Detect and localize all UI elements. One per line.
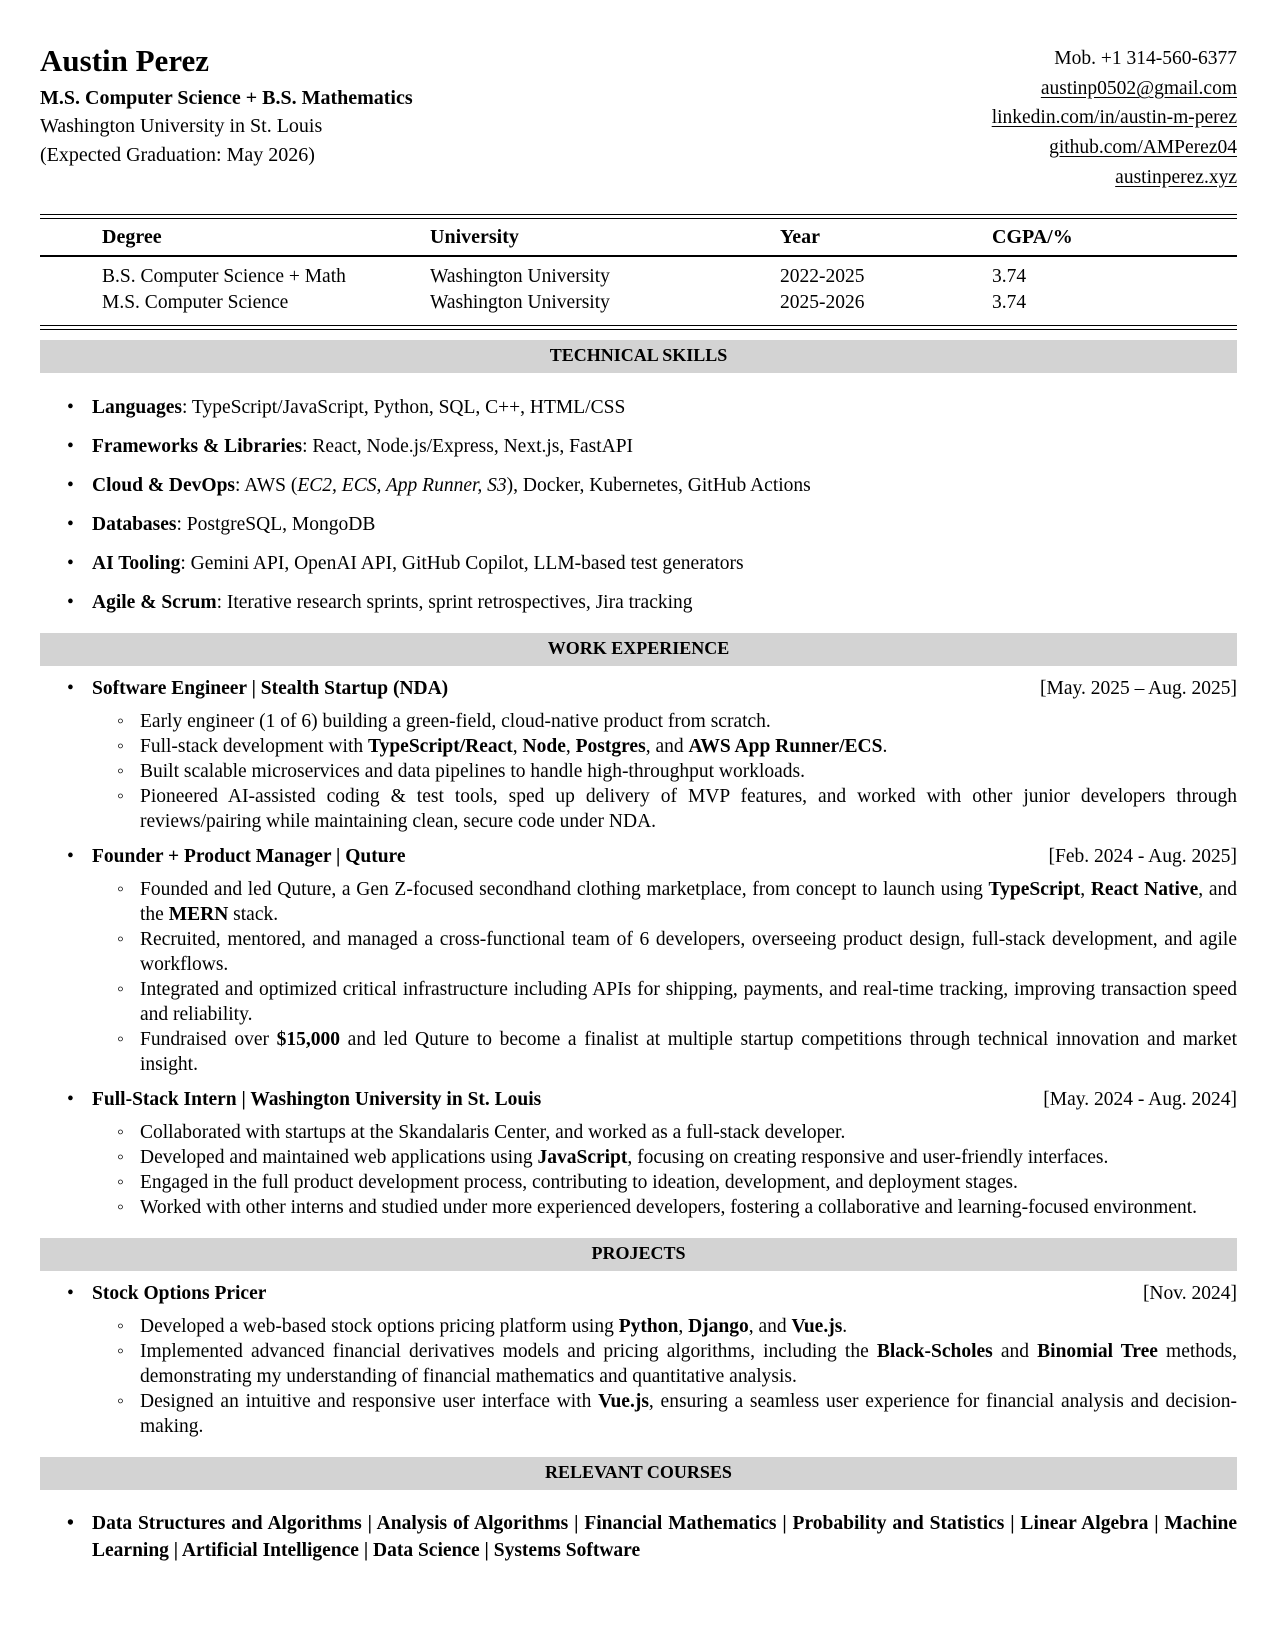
project-title: • Stock Options Pricer: [92, 1283, 267, 1305]
project-bullet: ◦ Implemented advanced financial derivatives models and pricing algorithms, including the Black-Scholes and Binomial Tree methods, demonstrating my understanding of financial mathematics and quantitative analysis.: [40, 1339, 1237, 1389]
skills-list: [40, 395, 1237, 615]
contact-block: [992, 44, 1237, 192]
job-entry: [40, 1087, 1237, 1220]
project-bullet: ◦ Designed an intuitive and responsive user interface with Vue.js, ensuring a seamless user experience for financial analysis and decision-making.: [40, 1389, 1237, 1439]
table-cell: 3.74: [992, 292, 1027, 314]
skill-item: • Databases: PostgreSQL, MongoDB: [40, 512, 1237, 537]
job-bullets: [40, 709, 1237, 834]
table-cell: M.S. Computer Science: [102, 292, 289, 314]
table-row: [40, 290, 1237, 325]
column-header: Degree: [102, 226, 162, 249]
table-cell: Washington University: [430, 292, 610, 314]
projects-list: [40, 1281, 1237, 1439]
skill-item: • Languages: TypeScript/JavaScript, Python, SQL, C++, HTML/CSS: [40, 395, 1237, 420]
job-bullet: ◦ Full-stack development with TypeScript/React, Node, Postgres, and AWS App Runner/ECS.: [40, 734, 1237, 759]
education-table: [40, 214, 1237, 330]
project-bullet: ◦ Developed a web-based stock options pricing platform using Python, Django, and Vue.js.: [40, 1314, 1237, 1339]
job-bullet: ◦ Founded and led Quture, a Gen Z-focused secondhand clothing marketplace, from concept to launch using TypeScript, React Native, and the MERN stack.: [40, 877, 1237, 927]
job-entry: [40, 844, 1237, 1077]
job-entry-header: [40, 1087, 1237, 1112]
table-cell: Washington University: [430, 266, 610, 288]
contact-linkedin-link[interactable]: linkedin.com/in/austin-m-perez: [991, 107, 1237, 129]
project-entry: [40, 1281, 1237, 1439]
header: [40, 44, 1237, 192]
header-degrees: M.S. Computer Science + B.S. Mathematics: [40, 86, 413, 109]
skill-item: • Agile & Scrum: Iterative research sprints, sprint retrospectives, Jira tracking: [40, 590, 1237, 615]
job-bullet: ◦ Engaged in the full product development process, contributing to ideation, development, and deployment stages.: [40, 1170, 1237, 1195]
job-bullet: ◦ Recruited, mentored, and managed a cross-functional team of 6 developers, overseeing product design, full-stack development, and agile workflows.: [40, 927, 1237, 977]
course-item: • Data Structures and Algorithms | Analysis of Algorithms | Financial Mathematics | Probability and Statistics | Linear Algebra | Machine Learning | Artificial Intelligence | Data Science | Systems Software: [40, 1510, 1237, 1564]
courses-list: [40, 1510, 1237, 1564]
section-projects: PROJECTS: [40, 1238, 1237, 1271]
job-bullets: [40, 1120, 1237, 1220]
job-dates: [May. 2024 - Aug. 2024]: [1043, 1089, 1237, 1111]
job-bullets: [40, 877, 1237, 1077]
table-row: [40, 256, 1237, 290]
education-grid: [40, 219, 1237, 325]
table-cell: B.S. Computer Science + Math: [102, 266, 346, 288]
header-left: [40, 44, 413, 169]
header-university: Washington University in St. Louis: [40, 115, 323, 138]
job-entry: [40, 676, 1237, 834]
table-cell: 3.74: [992, 266, 1027, 288]
work-experience-list: [40, 676, 1237, 1220]
skill-item: • Frameworks & Libraries: React, Node.js/Express, Next.js, FastAPI: [40, 434, 1237, 459]
contact-website-link[interactable]: austinperez.xyz: [1115, 166, 1237, 188]
job-bullet: ◦ Built scalable microservices and data pipelines to handle high-throughput workloads.: [40, 759, 1237, 784]
job-dates: [Feb. 2024 - Aug. 2025]: [1048, 846, 1237, 868]
job-bullet: ◦ Fundraised over $15,000 and led Quture to become a finalist at multiple startup competitions through technical innovation and market insight.: [40, 1027, 1237, 1077]
column-header: Year: [780, 226, 820, 249]
table-bottom-rule: [40, 325, 1237, 330]
job-dates: [May. 2025 – Aug. 2025]: [1040, 678, 1237, 700]
contact-phone: Mob. +1 314-560-6377: [1054, 48, 1237, 69]
job-bullet: ◦ Developed and maintained web applications using JavaScript, focusing on creating responsive and user-friendly interfaces.: [40, 1145, 1237, 1170]
project-bullets: [40, 1314, 1237, 1439]
job-bullet: ◦ Early engineer (1 of 6) building a green-field, cloud-native product from scratch.: [40, 709, 1237, 734]
skill-item: • Cloud & DevOps: AWS (EC2, ECS, App Runner, S3), Docker, Kubernetes, GitHub Actions: [40, 473, 1237, 498]
header-graduation: (Expected Graduation: May 2026): [40, 143, 315, 166]
skill-item: • AI Tooling: Gemini API, OpenAI API, GitHub Copilot, LLM-based test generators: [40, 551, 1237, 576]
column-header: CGPA/%: [992, 226, 1073, 249]
table-cell: 2025-2026: [780, 292, 865, 314]
contact-github-link[interactable]: github.com/AMPerez04: [1049, 136, 1237, 158]
contact-email-link[interactable]: austinp0502@gmail.com: [1040, 77, 1237, 99]
table-cell: 2022-2025: [780, 266, 865, 288]
job-bullet: ◦ Worked with other interns and studied under more experienced developers, fostering a collaborative and learning-focused environment.: [40, 1195, 1237, 1220]
person-name: Austin Perez: [40, 43, 210, 78]
section-relevant-courses: RELEVANT COURSES: [40, 1457, 1237, 1490]
section-technical-skills: TECHNICAL SKILLS: [40, 340, 1237, 373]
job-bullet: ◦ Pioneered AI-assisted coding & test tools, sped up delivery of MVP features, and worked with other junior developers through reviews/pairing while maintaining clean, secure code under NDA.: [40, 784, 1237, 834]
column-header: University: [430, 226, 519, 249]
job-title: • Founder + Product Manager | Quture: [92, 846, 406, 868]
job-title: • Software Engineer | Stealth Startup (NDA): [92, 678, 449, 700]
job-bullet: ◦ Collaborated with startups at the Skandalaris Center, and worked as a full-stack developer.: [40, 1120, 1237, 1145]
table-header-row: [40, 219, 1237, 256]
job-bullet: ◦ Integrated and optimized critical infrastructure including APIs for shipping, payments, and real-time tracking, improving transaction speed and reliability.: [40, 977, 1237, 1027]
job-entry-header: [40, 844, 1237, 869]
job-entry-header: [40, 676, 1237, 701]
project-dates: [Nov. 2024]: [1142, 1283, 1237, 1305]
section-work-experience: WORK EXPERIENCE: [40, 633, 1237, 666]
job-title: • Full-Stack Intern | Washington University in St. Louis: [92, 1089, 542, 1111]
project-entry-header: [40, 1281, 1237, 1306]
